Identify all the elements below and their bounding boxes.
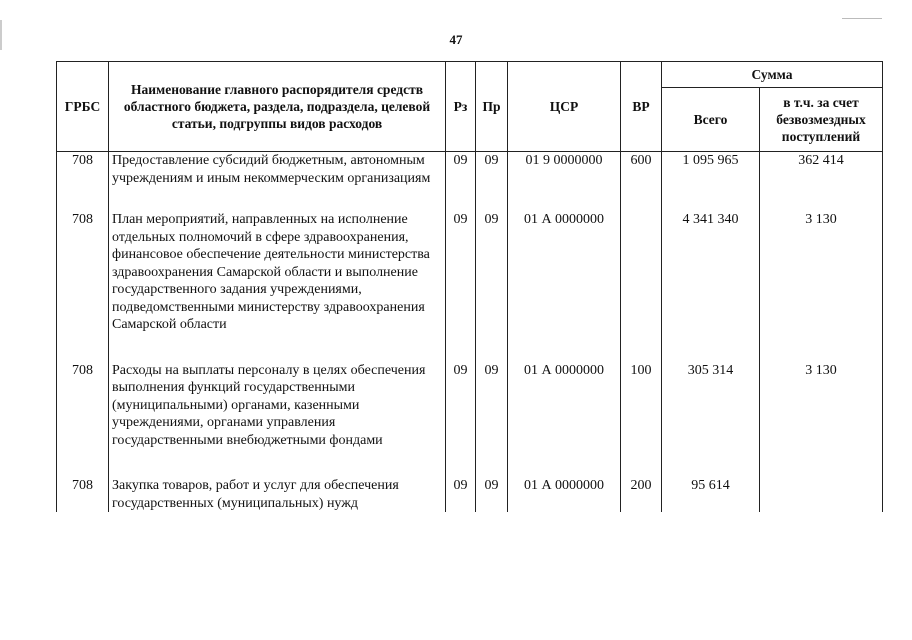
cell-grbs: 708 [57,211,109,334]
cell-total: 305 314 [662,362,760,450]
cell-pr: 09 [476,152,508,188]
spacer-row [57,187,883,211]
cell-pr: 09 [476,362,508,450]
cell-vr: 100 [621,362,662,450]
header-sum: Сумма [662,62,883,88]
cell-rz: 09 [446,211,476,334]
cell-rz: 09 [446,152,476,188]
cell-grbs: 708 [57,362,109,450]
cell-free: 3 130 [760,211,883,334]
header-total: Всего [662,88,760,152]
scan-corner-mark [842,0,882,19]
cell-csr: 01 А 0000000 [508,362,621,450]
cell-pr: 09 [476,211,508,334]
cell-grbs: 708 [57,477,109,512]
cell-csr: 01 А 0000000 [508,477,621,512]
header-vr: ВР [621,62,662,152]
cell-pr: 09 [476,477,508,512]
header-csr: ЦСР [508,62,621,152]
cell-csr: 01 9 0000000 [508,152,621,188]
table-row [57,477,883,512]
table-row [57,152,883,188]
table-row [57,211,883,334]
table-header [57,62,883,152]
spacer-row [57,449,883,477]
table-row [57,362,883,450]
cell-free [760,477,883,512]
cell-name: План мероприятий, направленных на исполнение отдельных полномочий в сфере здравоохранения, финансовое обеспечение деятельности министерства здравоохранения Самарской области и выполнение государственного задания учреждениями, подведомственными министерству здравоохранения Самарской области [109,211,446,334]
cell-free: 362 414 [760,152,883,188]
budget-table [56,61,883,512]
cell-name: Предоставление субсидий бюджетным, автономным учреждениям и иным некоммерческим организациям [109,152,446,188]
cell-rz: 09 [446,362,476,450]
cell-name: Расходы на выплаты персоналу в целях обеспечения выполнения функций государственными (муниципальными) органами, казенными учреждениями, органами управления государственными внебюджетными фондами [109,362,446,450]
cell-csr: 01 А 0000000 [508,211,621,334]
page-number: 47 [449,32,463,47]
header-grbs: ГРБС [57,62,109,152]
cell-grbs: 708 [57,152,109,188]
header-name: Наименование главного распорядителя средств областного бюджета, раздела, подраздела, целевой статьи, подгруппы видов расходов [109,62,446,152]
cell-name: Закупка товаров, работ и услуг для обеспечения государственных (муниципальных) нужд [109,477,446,512]
cell-rz: 09 [446,477,476,512]
cell-free: 3 130 [760,362,883,450]
cell-vr: 200 [621,477,662,512]
header-free: в т.ч. за счет безвозмездных поступлений [760,88,883,152]
cell-total: 1 095 965 [662,152,760,188]
header-pr: Пр [476,62,508,152]
spacer-row [57,334,883,362]
cell-vr [621,211,662,334]
cell-total: 95 614 [662,477,760,512]
cell-total: 4 341 340 [662,211,760,334]
header-rz: Рз [446,62,476,152]
cell-vr: 600 [621,152,662,188]
